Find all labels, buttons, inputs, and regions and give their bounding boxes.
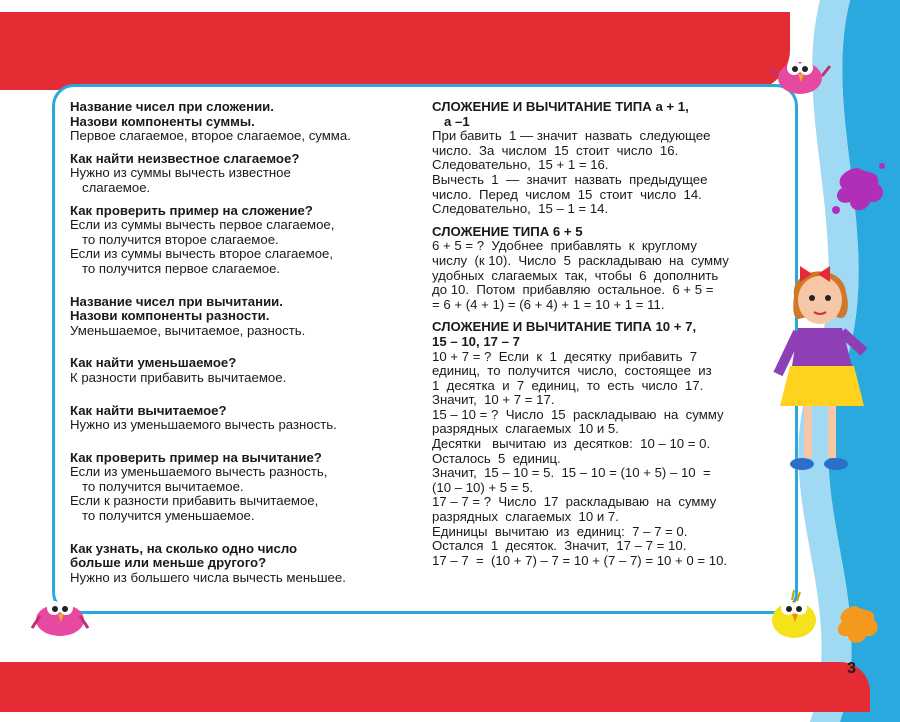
question-line: Назови компоненты суммы.: [70, 113, 255, 129]
question-line: Как найти уменьшаемое?: [70, 355, 237, 371]
text-line: число. Перед числом 15 стоит число 14.: [432, 186, 702, 202]
question-line: СЛОЖЕНИЕ ТИПА 6 + 5: [432, 223, 583, 239]
bottom-red-band: [0, 662, 870, 712]
text-line: Единицы вычитаю из единиц: 7 – 7 = 0.: [432, 523, 688, 539]
text-line: число. За числом 15 стоит число 16.: [432, 142, 679, 158]
right_column-block: [432, 225, 782, 313]
text-line: то получится второе слагаемое.: [82, 231, 279, 247]
text-line: Остался 1 десяток. Значит, 17 – 7 = 10.: [432, 538, 687, 554]
text-line: то получится первое слагаемое.: [82, 260, 281, 276]
text-line: слагаемое.: [82, 179, 151, 195]
text-line: 17 – 7 = (10 + 7) – 7 = 10 + (7 – 7) = 10 + 0 = 10.: [432, 552, 728, 568]
text-line: Если из суммы вычесть первое слагаемое,: [70, 217, 335, 233]
text-line: 10 + 7 = ? Если к 1 десятку прибавить 7: [432, 348, 698, 364]
page-number: 3: [847, 660, 856, 677]
orange-paint-splash-icon: [832, 600, 882, 650]
text-line: удобных слагаемых так, чтобы 6 дополнить: [432, 267, 719, 283]
yellow-bird-icon: [764, 584, 826, 648]
left_column-block: [70, 204, 410, 277]
text-line: 1 десятка и 7 единиц, то есть число 17.: [432, 377, 704, 393]
question-line: Как проверить пример на сложение?: [70, 202, 313, 218]
text-line: единиц, то получится число, состоящее из: [432, 363, 712, 379]
text-line: Если к разности прибавить вычитаемое,: [70, 493, 319, 509]
text-line: Уменьшаемое, вычитаемое, разность.: [70, 322, 306, 338]
text-line: разрядных слагаемых 10 и 5.: [432, 421, 619, 437]
left_column-block: [70, 100, 410, 144]
left_column-block: [70, 451, 410, 524]
text-line: Если из суммы вычесть второе слагаемое,: [70, 246, 334, 262]
text-line: Если из уменьшаемого вычесть разность,: [70, 464, 328, 480]
text-line: то получится вычитаемое.: [82, 478, 244, 494]
right-column: [432, 100, 782, 576]
text-line: = 6 + (4 + 1) = (6 + 4) + 1 = 10 + 1 = 11.: [432, 296, 665, 312]
text-line: Нужно из уменьшаемого вычесть разность.: [70, 417, 337, 433]
text-line: Нужно из большего числа вычесть меньшее.: [70, 569, 346, 585]
question-line: 15 – 10, 17 – 7: [432, 333, 520, 349]
text-line: Значит, 15 – 10 = 5. 15 – 10 = (10 + 5) – 10 =: [432, 465, 711, 481]
text-line: Осталось 5 единиц.: [432, 450, 561, 466]
text-line: до 10. Потом прибавляю остальное. 6 + 5 =: [432, 282, 714, 298]
text-line: то получится уменьшаемое.: [82, 508, 255, 524]
text-line: числу (к 10). Число 5 раскладываю на сумму: [432, 252, 729, 268]
left_column-block: [70, 295, 410, 339]
text-line: Значит, 10 + 7 = 17.: [432, 392, 555, 408]
question-line: СЛОЖЕНИЕ И ВЫЧИТАНИЕ ТИПА 10 + 7,: [432, 319, 697, 335]
text-line: Вычесть 1 — значит назвать предыдущее: [432, 171, 708, 187]
pink-bird-top-icon: [770, 46, 832, 102]
question-line: Как найти вычитаемое?: [70, 402, 227, 418]
left_column-block: [70, 152, 410, 196]
left_column-block: [70, 356, 410, 385]
text-line: К разности прибавить вычитаемое.: [70, 369, 287, 385]
pink-bird-bottom-icon: [26, 588, 96, 644]
text-line: 6 + 5 = ? Удобнее прибавлять к круглому: [432, 238, 697, 254]
question-line: больше или меньше другого?: [70, 555, 267, 571]
left_column-block: [70, 404, 410, 433]
text-line: Нужно из суммы вычесть известное: [70, 165, 291, 181]
text-line: Первое слагаемое, второе слагаемое, сумма.: [70, 128, 351, 144]
left-column: [70, 100, 410, 593]
question-line: Как проверить пример на вычитание?: [70, 449, 322, 465]
text-line: разрядных слагаемых 10 и 7.: [432, 509, 619, 525]
question-line: СЛОЖЕНИЕ И ВЫЧИТАНИЕ ТИПА а + 1,: [432, 99, 689, 114]
question-line: Название чисел при вычитании.: [70, 293, 283, 309]
question-line: Название чисел при сложении.: [70, 99, 274, 114]
purple-paint-splash-icon: [828, 160, 888, 220]
girl-illustration: [772, 256, 872, 486]
question-line: а –1: [444, 113, 470, 129]
text-line: Следовательно, 15 + 1 = 16.: [432, 157, 609, 173]
text-line: (10 – 10) + 5 = 5.: [432, 479, 534, 495]
right_column-block: [432, 320, 782, 568]
text-line: 17 – 7 = ? Число 17 раскладываю на сумму: [432, 494, 717, 510]
question-line: Как найти неизвестное слагаемое?: [70, 150, 300, 166]
text-line: Десятки вычитаю из десятков: 10 – 10 = 0.: [432, 436, 711, 452]
question-line: Как узнать, на сколько одно число: [70, 540, 298, 556]
question-line: Назови компоненты разности.: [70, 308, 270, 324]
right_column-block: [432, 100, 782, 217]
top-red-band: [0, 12, 790, 90]
text-line: Следовательно, 15 – 1 = 14.: [432, 201, 609, 217]
text-line: При бавить 1 — значит назвать следующее: [432, 128, 711, 144]
text-line: 15 – 10 = ? Число 15 раскладываю на сумму: [432, 406, 724, 422]
left_column-block: [70, 542, 410, 586]
